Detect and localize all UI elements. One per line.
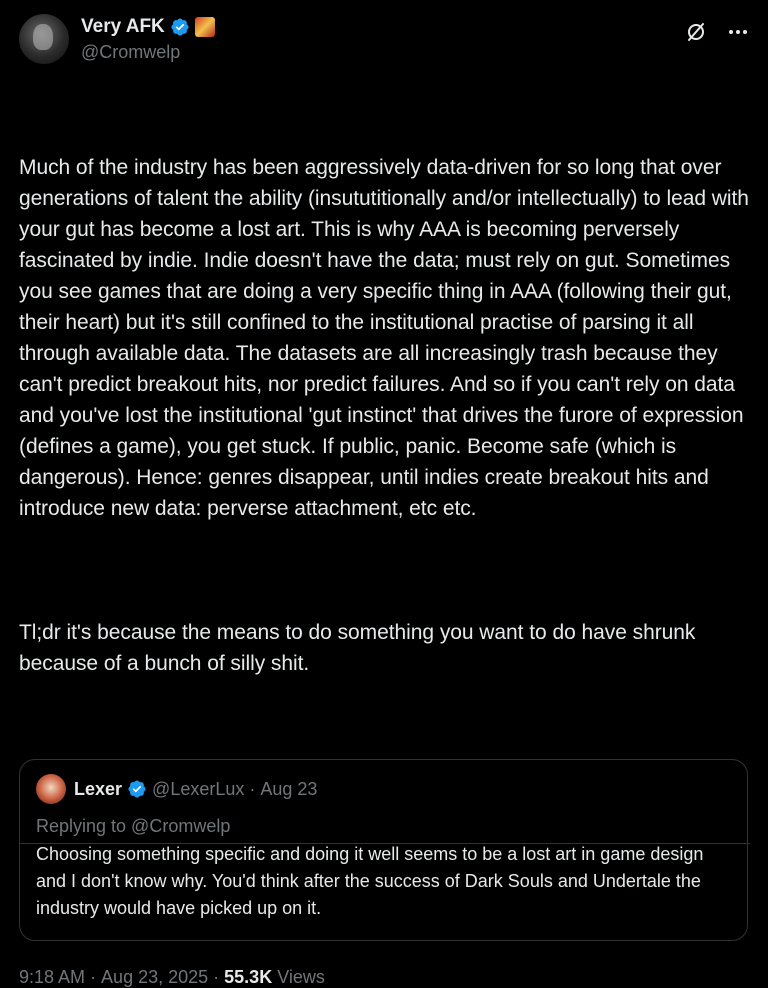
views-count[interactable]: 55.3K — [224, 967, 273, 987]
author-handle[interactable]: @Cromwelp — [81, 42, 181, 62]
author-avatar[interactable] — [19, 14, 69, 64]
tweet-meta — [19, 967, 750, 988]
tweet-paragraph: Tl;dr it's because the means to do something you want to do have shrunk because of a bunch of silly shit. — [19, 621, 702, 675]
grok-icon[interactable] — [684, 20, 708, 44]
author-name-row — [81, 16, 215, 38]
affiliate-flair-icon[interactable] — [195, 17, 215, 37]
quoted-handle: @LexerLux — [152, 778, 245, 799]
meta-separator: · — [90, 967, 97, 987]
more-icon[interactable] — [726, 20, 750, 44]
quoted-tweet[interactable] — [19, 759, 748, 941]
quoted-text: Choosing something specific and doing it well seems to be a lost art in game design and I don't know why. You'd think after the success of Dark Souls and Undertale the industry would have picked up on it. — [36, 844, 704, 918]
quoted-replying-to: Replying to @Cromwelp — [36, 816, 231, 836]
tweet-paragraph: Much of the industry has been aggressively data-driven for so long that over generations of talent the ability (insututitionally and/or intellectually) to lead with your gut has become a lost art. This is why AAA is becoming perversely fascinated by indie. Indie doesn't have the data; must rely on gut. Sometimes you see games that are doing a very specific thing in AAA (following their gut, their heart) but it's still confined to the institutional practise of parsing it all through available data. The datasets are all increasingly trash because they can't predict breakout hits, nor predict failures. And so if you can't rely on data and you've lost the institutional 'gut instinct' that drives the furore of expression (defines a game), you get stuck. If public, panic. Become safe (which is dangerous). Hence: genres disappear, until indies create breakout hits and introduce new data: perverse attachment, etc etc. — [19, 156, 755, 520]
tweet-time[interactable]: 9:18 AM — [19, 967, 86, 987]
author-display-name[interactable]: Very AFK — [81, 16, 165, 37]
tweet-header — [19, 0, 750, 90]
quoted-avatar — [36, 774, 66, 804]
meta-separator: · — [213, 967, 220, 987]
quoted-date: Aug 23 — [260, 778, 318, 799]
views-label[interactable]: Views — [277, 967, 325, 987]
author-names — [81, 16, 215, 63]
header-actions — [684, 20, 750, 44]
quoted-separator: · — [249, 778, 256, 799]
tweet-text — [19, 90, 755, 741]
quoted-display-name: Lexer — [74, 778, 123, 799]
verified-badge-icon — [127, 779, 147, 799]
quoted-header — [36, 774, 731, 804]
verified-badge-icon[interactable] — [170, 17, 190, 37]
divider — [19, 843, 750, 844]
tweet-date[interactable]: Aug 23, 2025 — [101, 967, 209, 987]
